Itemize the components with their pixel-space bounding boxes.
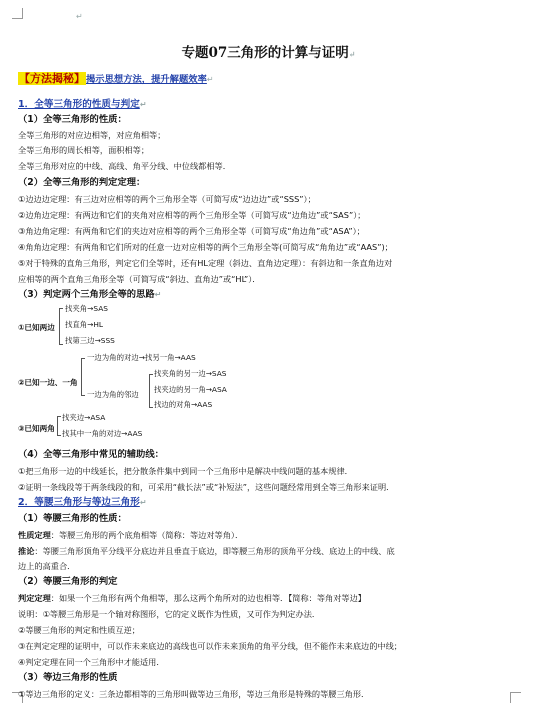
brace bbox=[59, 308, 63, 345]
s2-q1: 判定定理：如果一个三角形有两个角相等，那么这两个角所对的边也相等．【简称：等角对等边】 bbox=[18, 593, 366, 603]
s1-sub4: （4）全等三角形中常见的辅助线： bbox=[18, 449, 164, 460]
diagram-two-sides bbox=[18, 303, 278, 349]
d3-label: ③已知两角 bbox=[18, 424, 55, 433]
page-title: 专题07三角形的计算与证明↵ bbox=[181, 45, 356, 61]
brace bbox=[81, 358, 85, 396]
s2-q3: ②等腰三角形的判定和性质互逆； bbox=[18, 625, 140, 635]
d2-sub: 找夹边的另一角→ASA bbox=[154, 385, 227, 394]
d3-item: 找夹边→ASA bbox=[62, 413, 106, 422]
s2-sub3: （3）等边三角形的性质 bbox=[18, 672, 118, 683]
s2-p1: 性质定理：等腰三角形的两个底角相等（简称：等边对等角）． bbox=[18, 530, 244, 540]
s1-j1: ①边边边定理：有三边对应相等的两个三角形全等（可简写成“边边边”或“SSS”）； bbox=[18, 194, 316, 204]
diagram-two-angles bbox=[18, 412, 278, 442]
section-2-heading: 2．等腰三角形与等边三角形↵ bbox=[18, 497, 147, 508]
method-label: 【方法揭秘】 bbox=[19, 72, 85, 85]
s1-j4: ④角角边定理：有两角和它们所对的任意一边对应相等的两个三角形全等(可简写成“角角边”或“AAS”)； bbox=[18, 242, 393, 252]
d1-item: 找直角→HL bbox=[65, 320, 104, 329]
d2-top: 一边为角的对边→找另一角→AAS bbox=[87, 353, 196, 362]
page-corner-marker bbox=[510, 692, 521, 703]
d2-sub: 找夹角的另一边→SAS bbox=[154, 369, 227, 378]
d1-item: 找夹角→SAS bbox=[65, 304, 108, 313]
brace bbox=[57, 416, 61, 436]
s2-q2: 说明：①等腰三角形是一个轴对称图形，它的定义既作为性质，又可作为判定办法． bbox=[18, 609, 321, 619]
s1-sub2: （2）全等三角形的判定定理： bbox=[18, 177, 146, 188]
s1-p3: 全等三角形对应的中线、高线、角平分线、中位线都相等． bbox=[18, 161, 231, 171]
s2-r1: ①等边三角形的定义：三条边都相等的三角形叫做等边三角形，等边三角形是特殊的等腰三角形． bbox=[18, 689, 370, 699]
d2-label: ②已知一边、一角 bbox=[18, 378, 78, 387]
s2-q5: ④判定定理在同一个三角形中才能适用． bbox=[18, 657, 165, 667]
s2-p2b: 边上的高重合． bbox=[18, 561, 76, 571]
d1-label: ①已知两边 bbox=[18, 323, 55, 332]
s1-sub3: （3）判定两个三角形全等的思路↵ bbox=[18, 289, 162, 300]
d1-item: 找第三边→SSS bbox=[65, 336, 115, 345]
s2-sub1: （1）等腰三角形的性质： bbox=[18, 513, 127, 524]
s1-p1: 全等三角形的对应边相等，对应角相等； bbox=[18, 130, 166, 140]
s1-j3: ③角边角定理：有两角和它们的夹边对应相等的两个三角形全等（可简写成“角边角”或“ASA”）； bbox=[18, 226, 365, 236]
page-corner-marker bbox=[12, 8, 23, 19]
s2-p2: 推论：等腰三角形顶角平分线平分底边并且垂直于底边，即等腰三角形的顶角平分线、底边上的中线、底 bbox=[18, 546, 395, 556]
diagram-side-angle bbox=[18, 352, 278, 410]
s1-j5a: ⑤对于特殊的直角三角形，判定它们全等时，还有HL定理（斜边、直角边定理）：有斜边和一条直角边对 bbox=[18, 258, 393, 268]
paragraph-mark-icon: ↵ bbox=[76, 12, 83, 21]
d2-mid: 一边为角的邻边 bbox=[87, 390, 139, 399]
d2-sub: 找边的对角→AAS bbox=[154, 400, 213, 409]
s2-sub2: （2）等腰三角形的判定 bbox=[18, 576, 118, 587]
s1-j2: ②边角边定理：有两边和它们的夹角对应相等的两个三角形全等（可简写成“边角边”或“SAS”）； bbox=[18, 210, 366, 220]
section-1-heading: 1．全等三角形的性质与判定↵ bbox=[18, 99, 147, 110]
d3-item: 找其中一角的对边→AAS bbox=[62, 429, 143, 438]
brace bbox=[149, 374, 153, 408]
s1-j5b: 应相等的两个直角三角形全等（可简写成“斜边、直角边”或“HL”）． bbox=[18, 274, 261, 284]
s1-a1: ①把三角形一边的中线延长，把分散条件集中到同一个三角形中是解决中线问题的基本规律． bbox=[18, 466, 353, 476]
method-desc: 揭示思想方法，提升解题效率 bbox=[86, 74, 207, 85]
s2-q4: ③在判定定理的证明中，可以作未来底边的高线也可以作未来顶角的角平分线，但不能作未来底边的中线； bbox=[18, 641, 402, 651]
s1-sub1: （1）全等三角形的性质： bbox=[18, 114, 127, 125]
s1-p2: 全等三角形的周长相等，面积相等； bbox=[18, 145, 150, 155]
s1-a2: ②证明一条线段等于两条线段的和，可采用“截长法”或“补短法”，这些问题经常用到全等三角形来证明． bbox=[18, 482, 395, 492]
method-header: 【方法揭秘】揭示思想方法，提升解题效率↵ bbox=[19, 72, 214, 85]
